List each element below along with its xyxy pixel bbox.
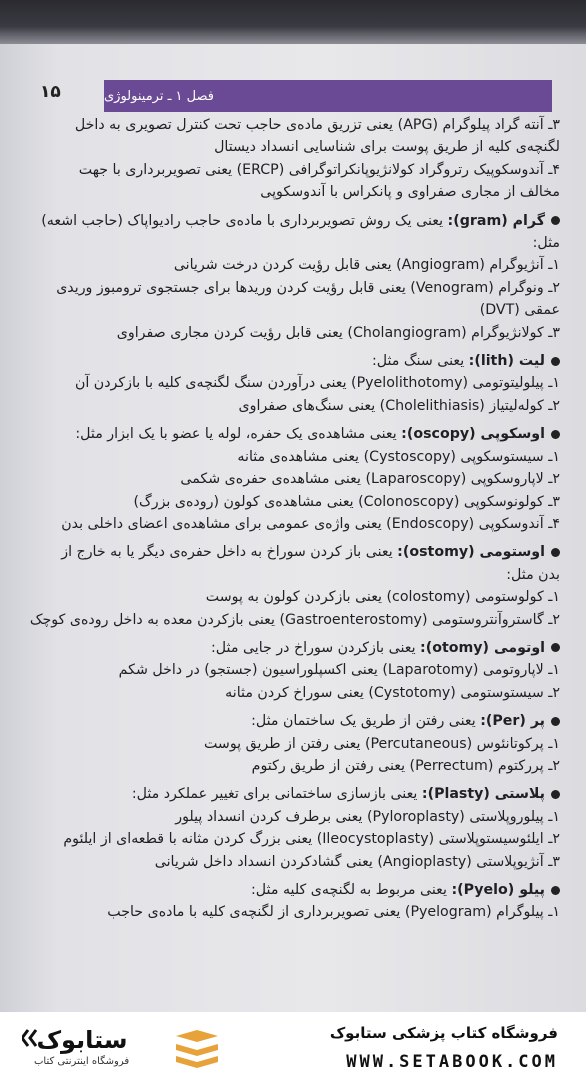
text-line: ۳ـ کولونوسکوپی (Colonoscopy) یعنی مشاهده‌ی کولون (روده‌ی بزرگ)	[133, 493, 560, 510]
chapter-title: فصل ۱ ـ ترمینولوژی	[104, 88, 214, 104]
term-section-gram	[18, 210, 560, 344]
text-line: ۱ـ پیلوروپلاستی (Pyloroplasty) یعنی برطرف کردن انسداد پیلور	[175, 808, 560, 825]
text-line: ۲ـ پررکتوم (Perrectum) یعنی رفتن از طریق رکتوم	[251, 757, 560, 774]
text-line: ۲ـ لاپاروسکوپی (Laparoscopy) یعنی مشاهده‌ی حفره‌ی شکمی	[180, 471, 560, 488]
bullet-icon	[551, 548, 560, 557]
text-line: ۳ـ آنته گراد پیلوگرام (APG) یعنی تزریق ماده‌ی حاجب تحت کنترل تصویری به داخل	[74, 117, 560, 133]
text-line: ۴ـ آندوسکوپیک رتروگراد کولانژیوپانکراتوگرافی (ERCP) یعنی تصویربرداری با جهت	[78, 161, 560, 178]
text-line: ۴ـ آندوسکوپی (Endoscopy) یعنی واژه‌ی عمومی برای مشاهده‌ی اعضای داخلی بدن	[61, 515, 560, 532]
text-line: ۱ـ سیستوسکوپی (Cystoscopy) یعنی مشاهده‌ی مثانه	[237, 448, 560, 465]
text-line: ۱ـ آنژیوگرام (Angiogram) یعنی قابل رؤیت کردن درخت شریانی	[173, 257, 560, 274]
term-section-ostomy	[18, 541, 560, 631]
term-definition: یعنی باز کردن سوراخ به داخل حفره‌ی دیگر یا به خارج از	[61, 544, 398, 561]
bullet-icon	[551, 643, 560, 652]
text-line: ۲ـ کوله‌لیتیاز (Cholelithiasis) یعنی سنگ‌های صفراوی	[238, 397, 560, 414]
logo-wordmark: ستابوک	[36, 1026, 128, 1054]
text-line: ۳ـ آنژیوپلاستی (Angioplasty) یعنی گشادکردن انسداد داخل شریانی	[154, 853, 560, 870]
term-definition: یعنی بازکردن سوراخ در جایی مثل:	[211, 639, 421, 656]
page-body	[18, 114, 560, 924]
term-section-oscopy	[18, 423, 560, 535]
term-heading: اوسکوپی (oscopy):	[401, 426, 545, 443]
term-definition: یعنی بازسازی ساختمانی برای تغییر عملکرد مثل:	[131, 786, 422, 803]
bullet-icon	[551, 717, 560, 726]
text-line: ۱ـ پرکوتانئوس (Percutaneous) یعنی رفتن از طریق پوست	[204, 735, 560, 752]
term-section-plasty	[18, 783, 560, 873]
term-heading: پلاستی (Plasty):	[421, 786, 545, 803]
term-definition: یعنی یک روش تصویربرداری با ماده‌ی حاجب رادیواپاک (حاجب اشعه)	[41, 212, 448, 229]
text-line: ۳ـ کولانژیوگرام (Cholangiogram) یعنی قابل رؤیت کردن مجاری صفراوی	[116, 324, 560, 341]
term-heading: پیلو (Pyelo):	[451, 882, 545, 898]
bullet-icon	[551, 430, 560, 439]
text-line: ۲ـ ایلئوسیستوپلاستی (Ileocystoplasty) یعنی بزرگ کردن مثانه با قطعه‌ای از ایلئوم	[63, 831, 560, 848]
bullet-icon	[551, 886, 560, 895]
term-heading: پر (Per):	[480, 713, 545, 730]
term-section-pyelo	[18, 879, 560, 924]
text-line: ۱ـ پیلوگرام (Pyelogram) یعنی تصویربرداری از لگنچه‌ی کلیه با ماده‌ی حاجب	[107, 904, 560, 921]
text-line: بدن مثل:	[506, 566, 560, 583]
term-section-lith	[18, 350, 560, 417]
text-line: ۱ـ پیلولیتوتومی (Pyelolithotomy) یعنی درآوردن سنگ لگنچه‌ی کلیه با بازکردن آن	[74, 375, 560, 392]
shop-url: WWW.SETABOOK.COM	[346, 1052, 558, 1072]
text-line: مخالف از مجاری صفراوی و پانکراس با آندوسکوپی	[260, 184, 560, 201]
term-heading: اوستومی (ostomy):	[397, 544, 545, 561]
watermark-footer	[0, 1012, 586, 1079]
text-line: ۲ـ ونوگرام (Venogram) یعنی قابل رؤیت کردن وریدها برای جستجوی ترومبوز وریدی	[56, 279, 560, 296]
bullet-icon	[551, 357, 560, 366]
term-definition: یعنی رفتن از طریق یک ساختمان مثل:	[251, 713, 481, 730]
term-heading: گرام (gram):	[447, 212, 545, 229]
page-number: ۱۵	[40, 82, 61, 102]
text-line: مثل:	[532, 235, 560, 252]
text-line: لگنچه‌ی کلیه از طریق پوست برای شناسایی انسداد دیستال	[214, 139, 560, 156]
text-line: ۲ـ گاسترو‌آنتروستومی (Gastroenterostomy) یعنی بازکردن معده به داخل روده‌ی کوچک	[29, 611, 560, 628]
page-top-shadow	[0, 0, 586, 44]
logo-tagline: فروشگاه اینترنتی کتاب	[34, 1056, 130, 1067]
text-line: ۱ـ لاپاروتومی (Laparotomy) یعنی اکسپلوراسیون (جستجو) در داخل شکم	[118, 662, 560, 679]
text-line: ۲ـ سیستوستومی (Cystotomy) یعنی سوراخ کردن مثانه	[225, 684, 560, 701]
term-definition: یعنی مشاهده‌ی یک حفره، لوله یا عضو با یک ابزار مثل:	[75, 426, 402, 443]
shop-name: فروشگاه کتاب پزشکی ستابوک	[329, 1024, 558, 1042]
setabook-logo-icon	[22, 1022, 142, 1056]
term-definition: یعنی سنگ مثل:	[371, 353, 469, 370]
bullet-icon	[551, 790, 560, 799]
chapter-header-bar	[104, 80, 552, 112]
term-heading: اوتومی (otomy):	[420, 639, 545, 656]
book-stack-logo-icon	[172, 1028, 222, 1070]
bullet-icon	[551, 216, 560, 225]
term-heading: لیت (lith):	[468, 353, 545, 370]
term-definition: یعنی مربوط به لگنچه‌ی کلیه مثل:	[251, 882, 452, 898]
text-line: ۱ـ کولوستومی (colostomy) یعنی بازکردن کولون به پوست	[205, 589, 560, 606]
term-section-per	[18, 710, 560, 777]
term-section-otomy	[18, 637, 560, 704]
text-line: عمقی (DVT)	[479, 302, 560, 319]
